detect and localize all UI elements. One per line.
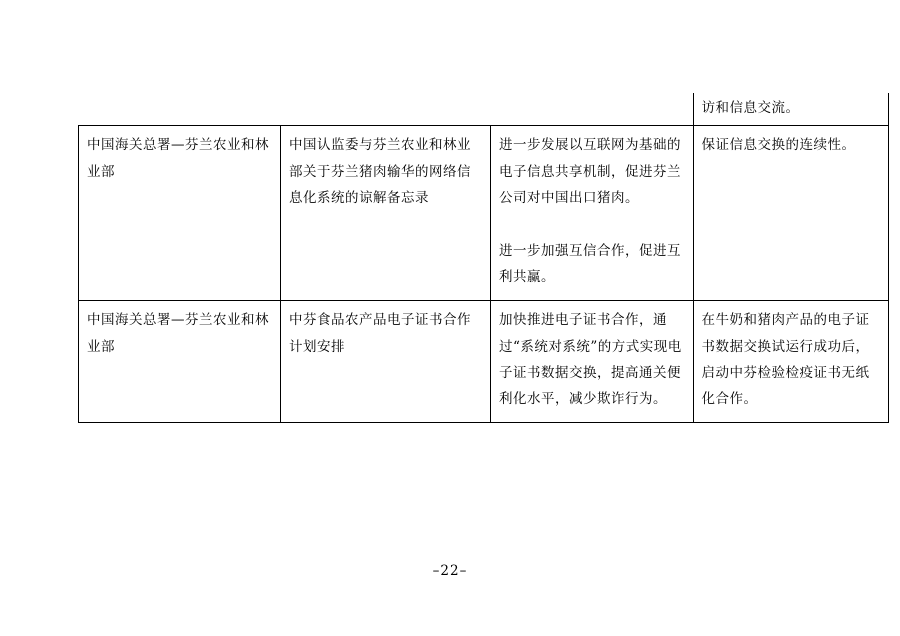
cell-text: 保证信息交换的连续性。 (701, 137, 856, 154)
cell-outcome (693, 126, 888, 301)
cell-text: 中国认监委与芬兰农业和林业部关于芬兰猪肉输华的网络信息化系统的谅解备忘录 (289, 137, 471, 206)
cell-text: 中国海关总署—芬兰农业和林业部 (87, 312, 269, 355)
cell-title (281, 126, 491, 301)
cell-content (491, 301, 694, 423)
cell-continuation-outcome (693, 93, 888, 126)
page-number: –22– (432, 563, 468, 579)
cell-text: 中国海关总署—芬兰农业和林业部 (87, 137, 269, 180)
cell-content (491, 126, 694, 301)
cell-text: 在牛奶和猪肉产品的电子证书数据交换试运行成功后，启动中芬检验检疫证书无纸化合作。 (701, 312, 870, 408)
cell-party (79, 301, 281, 423)
table-row-continuation (79, 93, 889, 126)
cell-continuation-party (79, 93, 281, 126)
cell-party (79, 126, 281, 301)
cell-title (281, 301, 491, 423)
cell-text: 进一步发展以互联网为基础的电子信息共享机制，促进芬兰公司对中国出口猪肉。 (499, 137, 681, 206)
cell-continuation-title (281, 93, 491, 126)
cell-text: 加快推进电子证书合作，通过“系统对系统”的方式实现电子证书数据交换，提高通关便利化水平，减少欺诈行为。 (499, 312, 682, 408)
cell-outcome (693, 301, 888, 423)
cell-text: 访和信息交流。 (701, 100, 800, 116)
table-row (79, 301, 889, 423)
cell-text: 中芬食品农产品电子证书合作计划安排 (289, 312, 471, 355)
cell-continuation-content (491, 93, 694, 126)
table-row (79, 126, 889, 301)
agreements-table (78, 93, 889, 423)
cell-text: 进一步加强互信合作，促进互利共赢。 (499, 242, 681, 285)
